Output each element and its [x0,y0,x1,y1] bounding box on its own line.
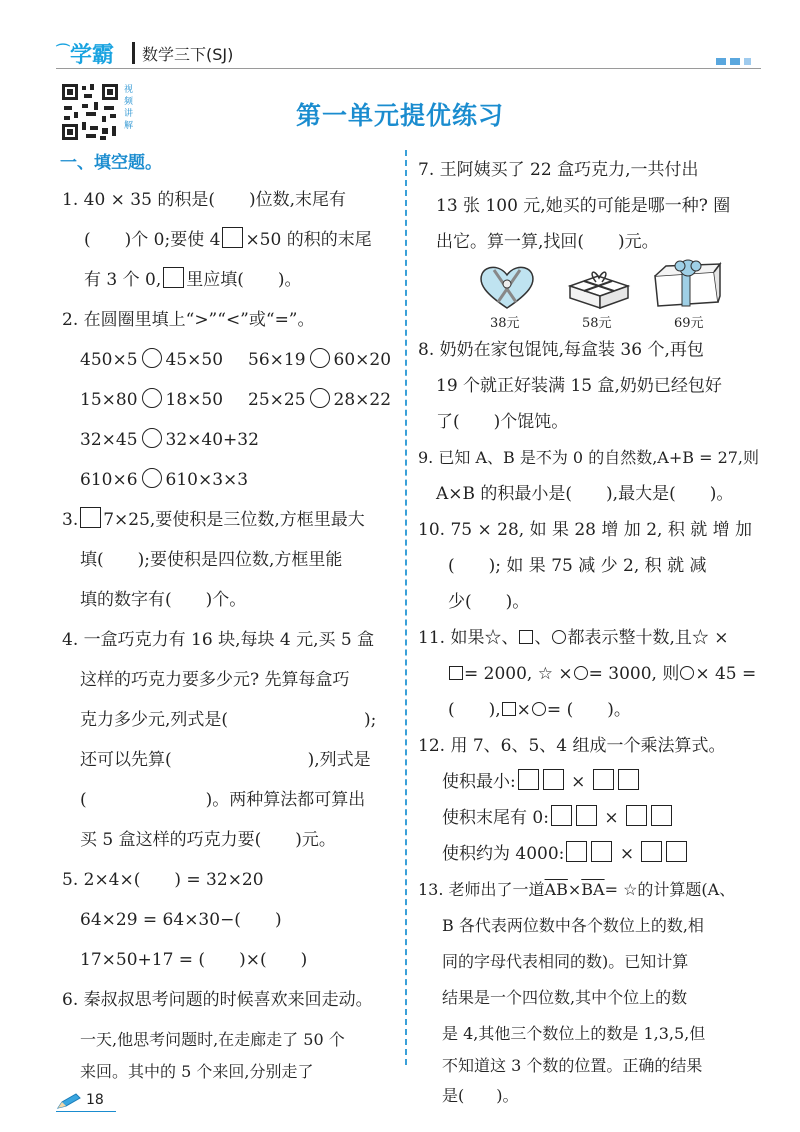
q13-line: 13. 老师出了一道$\overline{AB}\times\overline{BA}=$ ☆的计算题(A、 [418,880,736,899]
q10-line: ( ); 如 果 75 减 少 2, 积 就 减 [448,556,707,576]
q8-line: 了( )个馄饨。 [436,412,569,432]
answer-box[interactable] [518,769,539,790]
q13-line: 结果是一个四位数,其中个位上的数 [442,988,688,1007]
q13-line: 是( )。 [442,1086,519,1105]
q13-line: 是 4,其他三个数位上的数是 1,3,5,但 [442,1024,706,1043]
q6-line: 来回。其中的 5 个来回,分别走了 [80,1062,314,1081]
footer-rule [56,1111,116,1112]
header-rule [56,68,761,69]
circle-symbol-icon [574,666,588,680]
graduation-cap-icon: ⌒ [56,44,70,60]
answer-box[interactable] [641,841,662,862]
q13-line: 不知道这 3 个数的位置。正确的结果 [442,1056,703,1075]
answer-box[interactable] [591,841,612,862]
answer-circle[interactable] [142,388,162,408]
q11-line: ( ), × = ( )。 [448,700,631,720]
q2-compare: 56×19 60×20 [248,350,392,370]
q2-compare: 15×80 18×50 [80,390,224,410]
q2-compare: 450×5 45×50 [80,350,224,370]
q2-line: 2. 在圆圈里填上“>”“<”或“=”。 [62,310,315,330]
q7-line: 13 张 100 元,她买的可能是哪一种? 圈 [436,196,731,216]
q8-line: 19 个就正好装满 15 盒,奶奶已经包好 [436,376,722,396]
answer-box[interactable] [543,769,564,790]
page-number: 18 [86,1092,104,1108]
answer-circle[interactable] [142,468,162,488]
circle-symbol-icon [552,630,566,644]
q4-line: 这样的巧克力要多少元? 先算每盒巧 [80,670,350,690]
square-gift-box-icon[interactable] [566,266,632,310]
brand-logo [56,38,114,69]
answer-circle[interactable] [310,348,330,368]
answer-circle[interactable] [142,348,162,368]
q10-line: 10. 75 × 28, 如 果 28 增 加 2, 积 就 增 加 [418,520,753,540]
q4-line: 4. 一盒巧克力有 16 块,每块 4 元,买 5 盒 [62,630,375,650]
subject-label: 数学三下(SJ) [142,45,234,64]
q1-line: 1. 40 × 35 的积是( )位数,末尾有 [62,190,347,210]
q6-line: 6. 秦叔叔思考问题的时候喜欢来回走动。 [62,990,373,1010]
q10-line: 少( )。 [448,592,530,612]
q4-line: 克力多少元,列式是( ); [80,710,377,730]
q11-line: = 2000, ☆ × = 3000, 则 × 45 = [448,654,756,694]
answer-box[interactable] [222,227,243,248]
square-symbol-icon [519,630,533,644]
q4-line: ( )。两种算法都可算出 [80,790,366,810]
answer-box[interactable] [551,805,572,826]
answer-box[interactable] [651,805,672,826]
header-square-icon [730,58,740,65]
answer-box[interactable] [618,769,639,790]
column-divider [405,150,407,1065]
q6-line: 一天,他思考问题时,在走廊走了 50 个 [80,1030,345,1049]
q1-line: 有 3 个 0, 里应填( )。 [84,260,302,300]
answer-circle[interactable] [142,428,162,448]
rectangular-gift-box-icon[interactable] [652,258,722,310]
q4-line: 还可以先算( ),列式是 [80,750,371,770]
brand-name: 学霸 [70,43,115,68]
q11-line: 11. 如果☆、 、 都表示整十数,且☆ × [418,628,729,648]
q8-line: 8. 奶奶在家包馄饨,每盒装 36 个,再包 [418,340,704,360]
q3-line: 填的数字有( )个。 [80,590,247,610]
q1-line: ( )个 0;要使 4 ×50 的积的末尾 [84,220,372,260]
q5-line: 17×50+17 = ( )×( ) [80,950,308,970]
price-label: 38元 [490,316,520,331]
q12-line: 使积约为 4000: × [442,834,689,874]
price-label: 58元 [582,316,612,331]
answer-circle[interactable] [310,388,330,408]
heart-gift-box-icon[interactable] [476,262,538,312]
q9-line: A×B 的积最小是( ),最大是( )。 [436,484,734,504]
circle-symbol-icon [532,702,546,716]
q2-compare: 25×25 28×22 [248,390,392,410]
price-label: 69元 [674,316,704,331]
answer-box[interactable] [666,841,687,862]
q12-line: 使积末尾有 0: × [442,798,674,838]
answer-box[interactable] [626,805,647,826]
q13-line: B 各代表两位数中各个数位上的数,相 [442,916,704,935]
q7-line: 7. 王阿姨买了 22 盒巧克力,一共付出 [418,160,699,180]
answer-box[interactable] [566,841,587,862]
q3-line: 填( );要使积是四位数,方框里能 [80,550,343,570]
q5-line: 5. 2×4×( ) = 32×20 [62,870,264,890]
page-title: 第一单元提优练习 [295,101,504,130]
q13-line: 同的字母代表相同的数)。已知计算 [442,952,689,971]
q7-line: 出它。算一算,找回( )元。 [436,232,659,252]
pencil-icon [56,1092,82,1110]
answer-box[interactable] [576,805,597,826]
q9-line: 9. 已知 A、B 是不为 0 的自然数,A+B = 27,则 [418,448,760,467]
header-separator [132,42,135,64]
q5-line: 64×29 = 64×30−( ) [80,910,282,930]
qr-caption: 视频讲解 [124,85,134,131]
circle-symbol-icon [680,666,694,680]
q12-line: 使积最小: × [442,762,641,802]
header-square-icon [716,58,726,65]
answer-box[interactable] [163,267,184,288]
q2-compare: 610×6 610×3×3 [80,470,249,490]
answer-box[interactable] [593,769,614,790]
q2-compare: 32×45 32×40+32 [80,430,259,450]
q4-line: 买 5 盒这样的巧克力要( )元。 [80,830,336,850]
header-square-icon [744,58,751,65]
square-symbol-icon [502,702,516,716]
q12-line: 12. 用 7、6、5、4 组成一个乘法算式。 [418,736,726,756]
answer-box[interactable] [80,507,101,528]
square-symbol-icon [449,666,463,680]
section-heading: 一、填空题。 [60,153,162,173]
q3-line: 3. 7×25,要使积是三位数,方框里最大 [62,500,365,540]
